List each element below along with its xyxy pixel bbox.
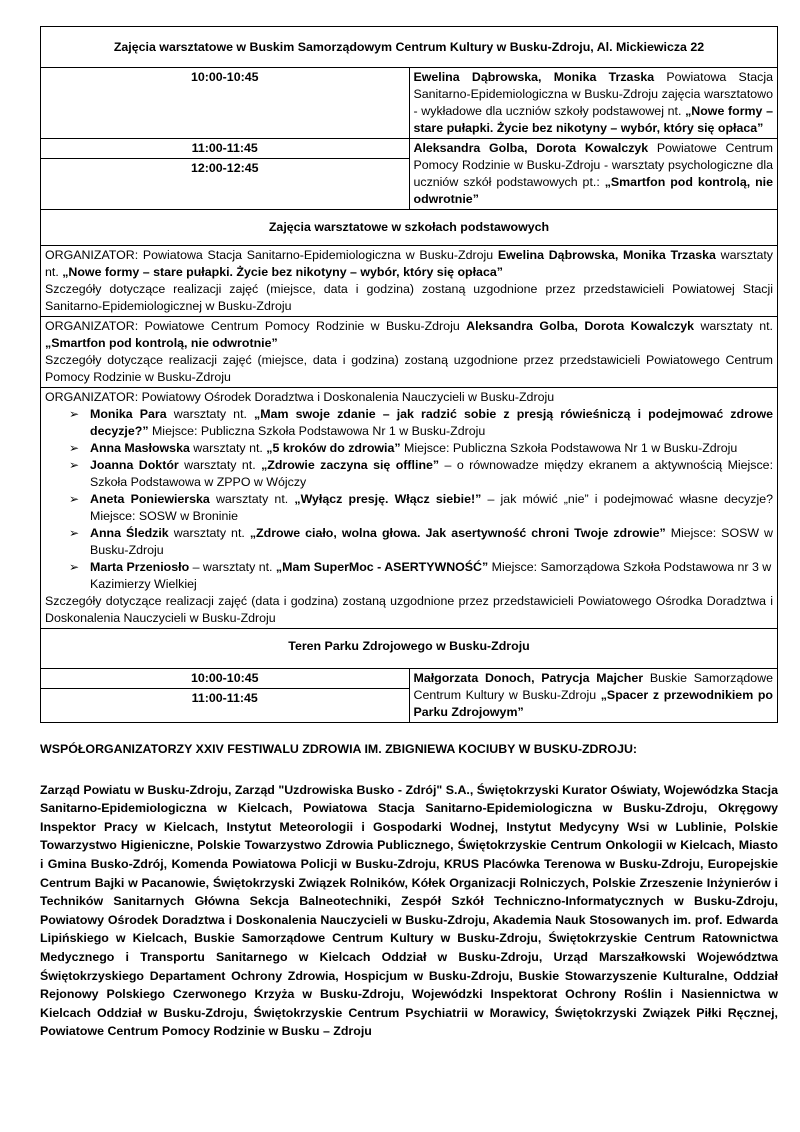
time-cell [41,669,410,723]
event-cell [409,669,778,723]
event-cell [409,139,778,210]
speaker-list [45,406,773,593]
speaker-mid: warsztaty nt. [168,526,250,540]
arrow-bullet-icon: ➢ [69,560,80,574]
organizer-block-podidn [41,388,778,629]
organizer-block-pcpr [41,317,778,388]
list-item [45,406,773,440]
table-row [41,139,778,210]
organizer-lead: ORGANIZATOR: Powiatowa Stacja Sanitarno-Epidemiologiczna w Busku-Zdroju [45,248,498,262]
speaker-name: Joanna Doktór [90,458,179,472]
table-row [41,317,778,388]
arrow-bullet-icon: ➢ [69,526,80,540]
speaker-topic: „Mam swoje zdanie – jak radzić sobie z presją rówieśniczą i podejmować zdrowe decyzje?” [90,407,773,438]
speaker-place: – o równowadze między ekranem a aktywnością Miejsce: Szkoła Podstawowa w ZPPO w Wójczy [90,458,774,489]
speaker-name: Anna Masłowska [90,441,190,455]
time-slot-b: 11:00-11:45 [191,691,258,705]
coorganizers-list: Zarząd Powiatu w Busku-Zdroju, Zarząd "Uzdrowiska Busko - Zdrój" S.A., Świętokrzyski Kurator Oświaty, Wojewódzka Stacja Sanitarno-Epidemiologiczna w Kielcach, Powiatowa Stacja Sanitarno-Epidemiologiczna w Busku-Zdroju, Okręgowy Inspektor Pracy w Kielcach, Instytut Meteorologii i Gospodarki Wodnej, Instytut Medycyny Wsi w Lublinie, Polskie Towarzystwo Higieniczne, Polskie Towarzystwo Zdrowia Publicznego, Świętokrzyskie Centrum Onkologii w Kielcach, Miasto i Gmina Busko-Zdrój, Komenda Powiatowa Policji w Busku-Zdroju, KRUS Placówka Terenowa w Busku-Zdroju, Europejskie Centrum Bajki w Pacanowie, Świętokrzyski Związek Rolników, Kółek Organizacji Rolniczych, Polskie Zrzeszenie Inżynierów i Techników Sanitarnych Główna Sekcja Balneotechniki, Zespół Szkół Techniczno-Informatycznych w Busku-Zdroju, Powiatowy Ośrodek Doradztwa i Doskonalenia Nauczycieli w Busku-Zdroju, Akademia Nauk Stosowanych im. prof. Edwarda Lipińskiego w Kielcach, Buskie Samorządowe Centrum Kultury w Busku-Zdroju, Świętokrzyskie Centrum Ratownictwa Medycznego i Transportu Sanitarnego w Kielcach Oddział w Busku-Zdroju, Urząd Marszałkowski Województwa Świętokrzyskiego Departament Ochrony Zdrowia, Hospicjum w Busku-Zdroju, Buskie Stowarzyszenie Kulturalne, Oddział Rejonowy Polskiego Czerwonego Krzyża w Busku-Zdroju, Wojewódzki Inspektorat Ochrony Roślin i Nasiennictwa w Kielcach Oddział w Busku-Zdroju, Świętokrzyskie Centrum Psychiatrii w Morawicy, Świętokrzyski Związek Piłki Ręcznej, Powiatowe Centrum Pomocy Rodzinie w Busku – Zdroju [40,782,778,1039]
organizer-details: Szczegóły dotyczące realizacji zajęć (miejsce, data i godzina) zostaną uzgodnione przez przedstawicieli Powiatowej Stacji Sanitarno-Epidemiologicznej w Busku-Zdroju [45,282,773,313]
organizer-block-psse [41,246,778,317]
speaker-topic: „5 kroków do zdrowia” [266,441,401,455]
speaker-names: Aleksandra Golba, Dorota Kowalczyk [466,319,695,333]
time-slot-a: 11:00-11:45 [41,139,409,159]
speaker-name: Monika Para [90,407,167,421]
event-org: Powiatowe Centrum Pomocy Rodzinie w Busku-Zdroju - warsztaty psychologiczne dla uczniów szkół podstawowych pt.: [413,141,774,189]
speaker-mid: warsztaty nt. [166,407,255,421]
organizer-details: Szczegóły dotyczące realizacji zajęć (data i godzina) zostaną uzgodnione przez przedstawicieli Powiatowego Ośrodka Doradztwa i Doskonalenia Nauczycieli w Busku-Zdroju [45,594,773,625]
speaker-names: Aleksandra Golba, Dorota Kowalczyk [413,141,649,155]
coorganizers-section [40,740,778,1041]
event-topic: „Smartfon pod kontrolą, nie odwrotnie” [413,175,773,206]
speaker-place: Miejsce: Publiczna Szkoła Podstawowa Nr 1 w Busku-Zdroju [400,441,738,455]
table-row [41,388,778,629]
time-slot-a: 10:00-10:45 [41,669,409,689]
speaker-name: Anna Śledzik [90,526,169,540]
organizer-lead: ORGANIZATOR: Powiatowy Ośrodek Doradztwa i Doskonalenia Nauczycieli w Busku-Zdroju [45,390,555,404]
speaker-names: Ewelina Dąbrowska, Monika Trzaska [413,70,655,84]
speaker-topic: „Zdrowe ciało, wolna głowa. Jak asertywność chroni Twoje zdrowie” [249,526,666,540]
speaker-mid: warsztaty nt. [178,458,262,472]
table-row [41,68,778,139]
speaker-names: Ewelina Dąbrowska, Monika Trzaska [497,248,716,262]
program-table [40,26,778,723]
list-item [45,440,773,457]
arrow-bullet-icon: ➢ [69,492,80,506]
list-item [45,491,773,525]
event-org: Powiatowa Stacja Sanitarno-Epidemiologiczna w Busku-Zdroju zajęcia warsztatowo - wykładowe dla uczniów szkoły podstawowej nt. [413,70,773,118]
list-item [45,559,773,593]
event-topic: „Nowe formy – stare pułapki. Życie bez nikotyny – wybór, który się opłaca” [413,104,773,135]
event-topic: „Smartfon pod kontrolą, nie odwrotnie” [45,336,278,350]
section-header-park: Teren Parku Zdrojowego w Busku-Zdroju [41,629,778,669]
time-cell: 10:00-10:45 [41,68,410,139]
coorganizers-title: WSPÓŁORGANIZATORZY XXIV FESTIWALU ZDROWIA IM. ZBIGNIEWA KOCIUBY W BUSKU-ZDROJU: [40,742,638,756]
speaker-mid: – warsztaty nt. [189,560,276,574]
event-cell [409,68,778,139]
time-slot-b: 12:00-12:45 [190,161,259,175]
time-cell [41,139,410,210]
section-header-schools: Zajęcia warsztatowe w szkołach podstawowych [41,210,778,246]
program-page [40,26,778,723]
table-row [41,669,778,723]
speaker-names: Małgorzata Donoch, Patrycja Majcher [413,671,644,685]
arrow-bullet-icon: ➢ [69,407,80,421]
list-item [45,525,773,559]
section-header-bsck: Zajęcia warsztatowe w Buskim Samorządowym Centrum Kultury w Busku-Zdroju, Al. Mickiewicza 22 [41,27,778,68]
organizer-mid: warsztaty nt. [694,319,773,333]
speaker-place: Miejsce: SOSW w Busku-Zdroju [90,526,774,557]
event-org: Buskie Samorządowe Centrum Kultury w Busku-Zdroju [413,671,773,702]
table-row [41,246,778,317]
list-item [45,457,773,491]
speaker-topic: „Zdrowie zaczyna się offline” [261,458,440,472]
speaker-topic: „Mam SuperMoc - ASERTYWNOŚĆ” [275,560,489,574]
speaker-mid: warsztaty nt. [209,492,295,506]
speaker-mid: warsztaty nt. [189,441,267,455]
arrow-bullet-icon: ➢ [69,458,80,472]
speaker-place: Miejsce: Samorządowa Szkoła Podstawowa nr 3 w Kazimierzy Wielkiej [90,560,772,591]
speaker-name: Aneta Poniewierska [90,492,210,506]
speaker-place: – jak mówić „nie” i podejmować własne decyzje? Miejsce: SOSW w Broninie [90,492,773,523]
speaker-topic: „Wyłącz presję. Włącz siebie!” [294,492,482,506]
event-topic: „Spacer z przewodnikiem po Parku Zdrojowym” [413,688,773,719]
arrow-bullet-icon: ➢ [69,441,80,455]
organizer-details: Szczegóły dotyczące realizacji zajęć (miejsce, data i godzina) zostaną uzgodnione przez przedstawicieli Powiatowego Centrum Pomocy Rodzinie w Busku-Zdroju [45,353,773,384]
speaker-name: Marta Przeniosło [90,560,190,574]
speaker-place: Miejsce: Publiczna Szkoła Podstawowa Nr 1 w Busku-Zdroju [148,424,486,438]
organizer-lead: ORGANIZATOR: Powiatowe Centrum Pomocy Rodzinie w Busku-Zdroju [45,319,467,333]
organizer-mid: warsztaty nt. [45,248,773,279]
event-topic: „Nowe formy – stare pułapki. Życie bez nikotyny – wybór, który się opłaca” [62,265,503,279]
